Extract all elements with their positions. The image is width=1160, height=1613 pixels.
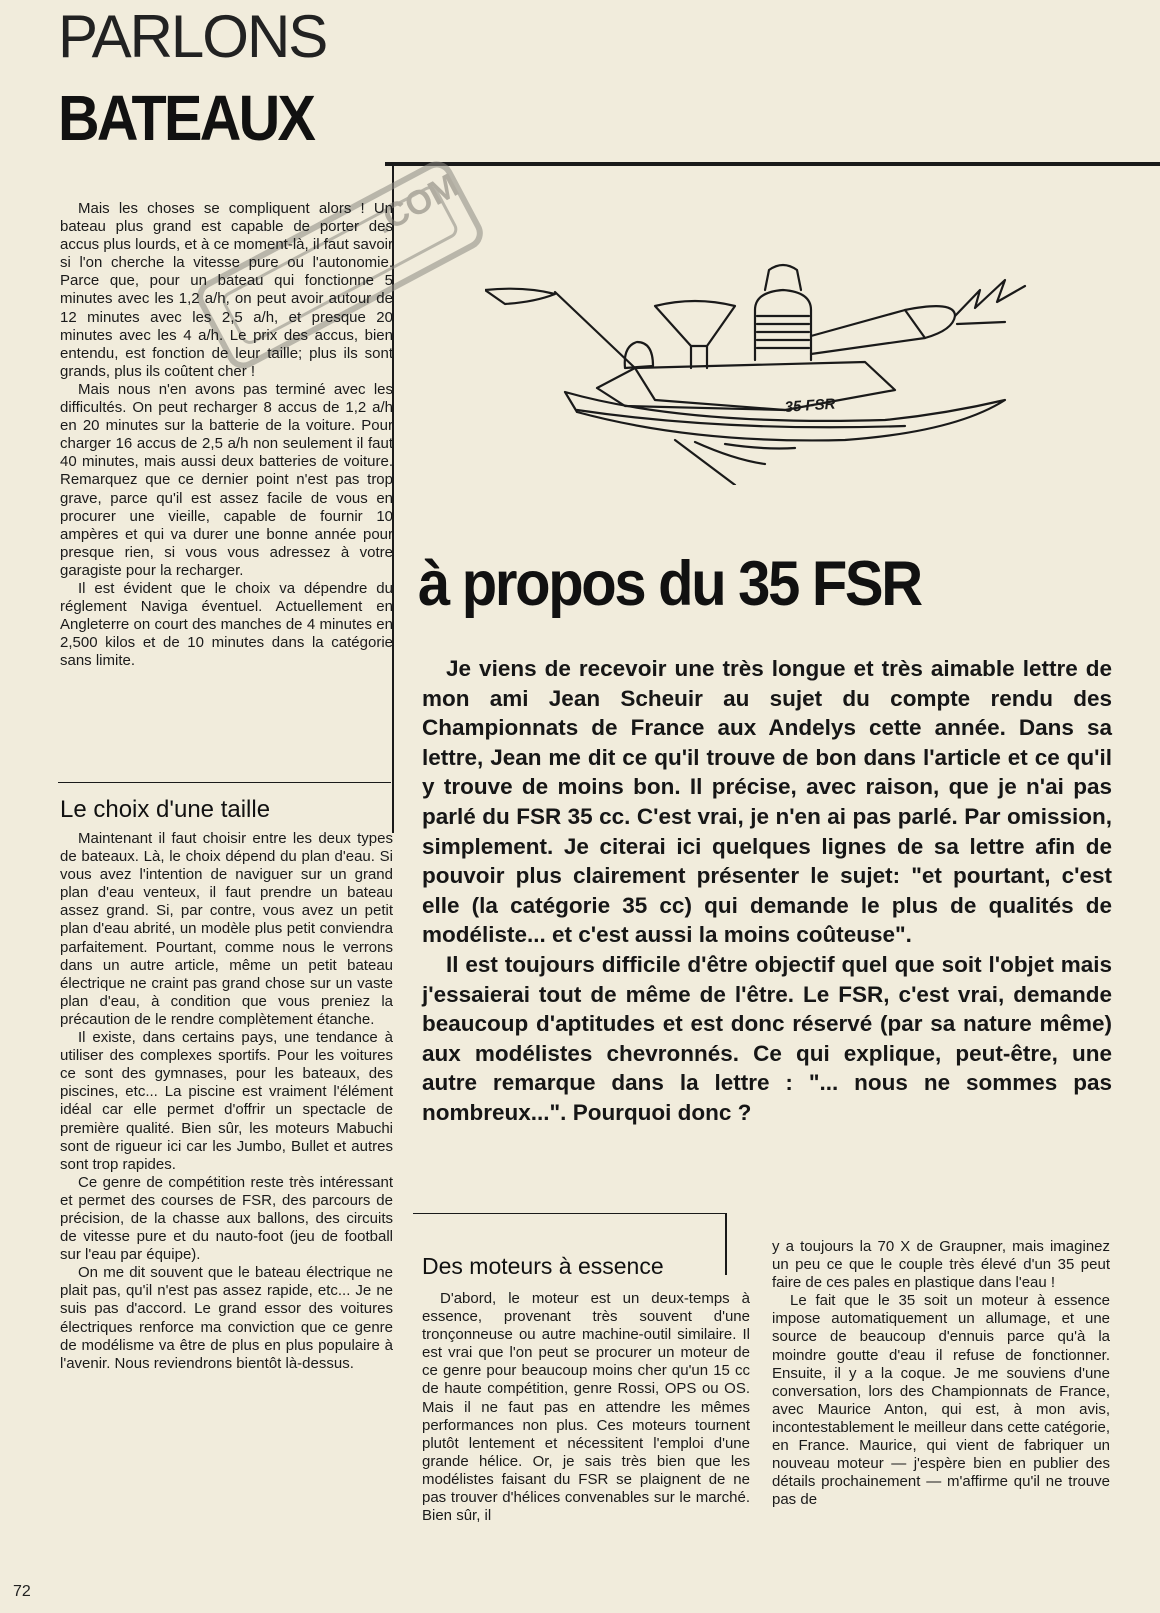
paragraph: Maintenant il faut choisir entre les deux types de bateaux. Là, le choix dépend du plan d'eau. Si vous avez l'intention de naviguer sur un grand plan d'eau venteux, il faut prendre un bateau assez grand. Si, par contre, vous avez un petit plan d'eau abrité, un modèle plus petit conviendra parfaitement. Pourtant, comme nous le verrons dans un autre article, même un petit bateau électrique ne craint pas grand chose sur un vaste plan d'eau, à condition que vous preniez la précaution de le rendre complètement étanche. [60, 830, 393, 1028]
body-column-1-continued [60, 830, 393, 1373]
paragraph: Mais les choses se compliquent alors ! Un bateau plus grand est capable de porter des accus plus lourds, et à ce moment-là, il faut savoir si l'on cherche la vitesse pure ou l'autonomie. Parce que, pour un bateau qui fonctionne 5 minutes avec les 1,2 a/h, on peut avoir autour de 12 minutes avec les 2,5 a/h, et presque 20 minutes avec les 4 a/h. Le prix des accus, bien entendu, est fonction de leur taille; plus ils sont grands, plus ils coûtent cher ! [60, 200, 393, 380]
lede-text [422, 654, 1112, 1128]
paragraph: Il existe, dans certains pays, une tendance à utiliser des complexes sportifs. Pour les voitures ce sont des gymnases, pour les bateaux, des piscines, etc... La piscine est vraiment l'élément idéal car elle permet d'offrir un spectacle de première qualité. Bien sûr, les moteurs Mabuchi sont de rigueur ici car les Jumbo, Bullet et autres sont trop rapides. [60, 1029, 393, 1173]
paragraph: Ce genre de compétition reste très intéressant et permet des courses de FSR, des parcours de précision, de la chasse aux ballons, des circuits de vitesse pure et du nauto-foot (jeu de football sur l'eau par équipe). [60, 1173, 393, 1264]
paragraph: D'abord, le moteur est un deux-temps à essence, provenant très souvent d'une tronçonneuse ou autre machine-outil similaire. Il est vrai que l'on peut se procurer un moteur de ce genre pour beaucoup moins cher qu'un 15 cc de haute compétition, genre Rossi, OPS ou OS. Mais il ne faut pas en attendre les mêmes performances non plus. Ces moteurs tournent plutôt lentement et nécessitent l'emploi d'une grande hélice. Or, je sais très bien que les modélistes faisant du FSR se plaignent de ne pas trouver d'hélices convenables sur le marché. Bien sûr, il [422, 1290, 750, 1525]
section-title-line2: BATEAUX [58, 82, 314, 154]
subhead-rule [58, 782, 391, 783]
page-number: 72 [13, 1583, 31, 1600]
section-title-line1: PARLONS [58, 3, 327, 70]
paragraph: Il est évident que le choix va dépendre du réglement Naviga éventuel. Actuellement en Angleterre on court des manches de 4 minutes en 2,500 kilos et de 10 minutes dans la catégorie sans limite. [60, 579, 393, 670]
boat-hull-label: 35 FSR [784, 395, 837, 416]
lede-paragraph: Je viens de recevoir une très longue et très aimable lettre de mon ami Jean Scheuir au sujet du compte rendu des Championnats de France aux Andelys cette année. Dans sa lettre, Jean me dit ce qu'il trouve de bon dans l'article et ce qu'il y trouve de moins bon. Il précise, avec raison, que je n'ai pas parlé du FSR 35 cc. C'est vrai, je n'en ai pas parlé. Par omission, simplement. Je citerai ici quelques lignes de sa lettre afin de pouvoir plus clairement présenter le sujet: "et pourtant, c'est elle (la catégorie 35 cc) qui demande le plus de qualités de modéliste... et c'est aussi la moins coûteuse". [422, 656, 1112, 948]
subheading-choice: Le choix d'une taille [60, 796, 271, 823]
boat-illustration [485, 250, 1060, 485]
subheading-engines: Des moteurs à essence [422, 1253, 664, 1279]
paragraph: y a toujours la 70 X de Graupner, mais imaginez un peu ce que le couple très élevé d'un 35 peut faire de ces pales en plastique dans l'eau ! [772, 1238, 1110, 1292]
subhead-divider [725, 1213, 727, 1275]
paragraph: Mais nous n'en avons pas terminé avec les difficultés. On peut recharger 8 accus de 1,2 a/h en 20 minutes sur la batterie de la voiture. Pour charger 16 accus de 2,5 a/h non seulement il faut 40 minutes, mais aussi deux batteries de voiture. Remarquez que ce dernier point n'est pas trop grave, parce qu'il est assez facile de vous en procurer une vieille, capable de fournir 10 ampères et qui va durer une bonne année pour presque rien, si vous vous adressez à votre garagiste pour la recharger. [60, 380, 393, 579]
paragraph: Le fait que le 35 soit un moteur à essence impose automatiquement un allumage, et une source de beaucoup d'ennuis parce qu'à la moindre goutte d'eau il refuse de fonctionner. Ensuite, il y a la coque. Je me souviens d'une conversation, lors des Championnats de France, avec Maurice Anton, qui est, à mon avis, incontestablement le meilleur dans cette catégorie, en France. Maurice, qui vient de fabriquer un nouveau moteur — j'espère bien en publier des détails prochainement — m'affirme qu'il ne trouve pas de [772, 1292, 1110, 1509]
article-title: à propos du 35 FSR [418, 549, 921, 619]
paragraph: On me dit souvent que le bateau électrique ne plait pas, qu'il n'est pas assez rapide, etc... Je ne suis pas d'accord. Le grand essor des voitures électriques renforce ma conviction que ce genre de modélisme va être de plus en plus populaire à l'avenir. Nous reviendrons bientôt là-dessus. [60, 1264, 393, 1372]
watermark-text: .COM [368, 166, 465, 242]
lede-paragraph: Il est toujours difficile d'être objectif quel que soit l'objet mais j'essaierai tout de même de l'être. Le FSR, c'est vrai, demande beaucoup d'aptitudes et est donc réservé (par sa nature même) aux modélistes chevronnés. Ce qui explique, peut-être, une autre remarque dans la lettre : "... nous ne sommes pas nombreux...". Pourquoi donc ? [422, 951, 1112, 1125]
subhead-divider [392, 783, 394, 833]
body-column-3 [772, 1238, 1110, 1509]
subhead-rule [413, 1213, 725, 1214]
body-column-1 [60, 200, 393, 670]
body-column-2 [422, 1290, 750, 1525]
